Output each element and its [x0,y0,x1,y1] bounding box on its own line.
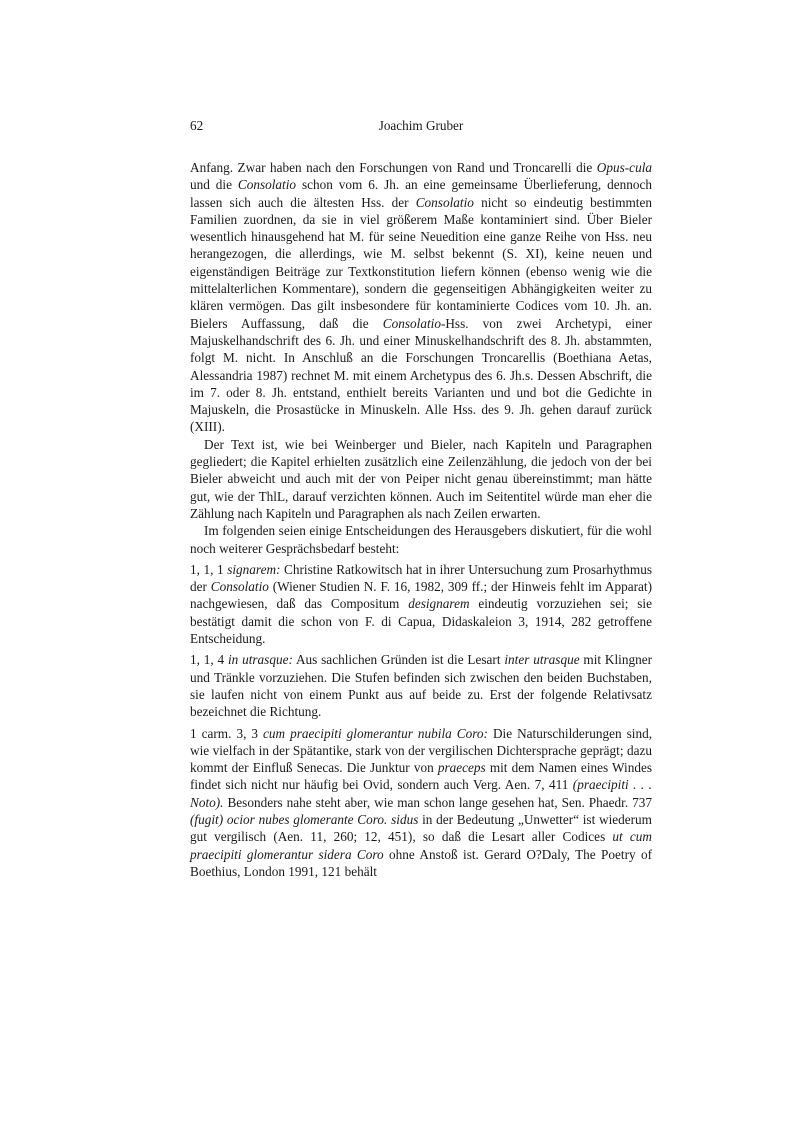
text-run: schon vom 6. Jh. an eine gemeinsame Überlieferung, dennoch lassen sich auch die ältesten Hss. der [190,177,652,210]
paragraph-p5 [190,651,652,720]
italic-text: ut cum praecipiti glomerantur sidera Coro [190,829,652,862]
italic-text: in utrasque: [227,652,293,668]
italic-text: Consolatio [382,315,441,331]
text-run: Aus sachlichen Gründen ist die Lesart [292,652,505,668]
text-run: nicht so eindeutig bestimmten Familien zuordnen, da sie in viel größerem Maße kontaminiert sind. Über Bieler wesentlich hinausgehend hat M. für seine Neuedition eine ganze Reihe von Hss. neu herangezogen, die allerdings, wie M. selbst bekennt (S. XI), keine neuen und eigenständigen Beiträge zur Textkonstitution liefern können (ebenso wenig wie die mittelalterlichen Kommentare), sondern die gegenseitigen Abhängigkeiten weiter zu klären vermögen. Das gilt insbesondere für kontaminierte Codices vom 10. Jh. an. Bielers Auffassung, daß die [190,194,652,331]
text-run: ohne Anstoß ist. Gerard O?Daly, The Poetry of Boethius, London 1991, 121 behält [190,846,652,879]
text-run: -Hss. von zwei Archetypi, einer Majuskelhandschrift des 6. Jh. und einer Minuskelhandschrift des 8. Jh. abstammten, folgt M. nicht. In Anschluß an die Forschungen Troncarellis (Boethiana Aetas, Alessandria 1987) rechnet M. mit einem Archetypus des 6. Jh.s. Dessen Abschrift, die im 7. oder 8. Jh. entstand, enthielt bereits Varianten und und bot die Gedichte in Majuskeln, die Prosastücke in Minuskeln. Alle Hss. des 9. Jh. gehen darauf zurück (XIII). [190,315,652,435]
text-run: mit dem Namen eines Windes findet sich nicht nur häufig bei Ovid, sondern auch Verg. Aen. 7, 411 [190,760,652,793]
running-head-author: Joachim Gruber [378,118,464,133]
italic-text: Consolatio [415,194,474,210]
text-run: in der Bedeutung „Unwetter“ ist wiederum gut vergilisch (Aen. 11, 260; 12, 451), so daß die Lesart aller Codices [190,811,652,845]
text-run: und die [190,177,238,193]
paragraph-p1 [190,159,652,436]
italic-text: inter utrasque [504,652,580,668]
paragraph-p4 [190,561,652,647]
text-run: 1, 1, 4 [190,652,228,668]
paragraph-p2 [190,436,652,522]
text-run: Der Text ist, wie bei Weinberger und Bieler, nach Kapiteln und Paragraphen gegliedert; die Kapitel erhielten zusätzlich eine Zeilenzählung, die jedoch von der bei Bieler abweicht und auch mit der von Peiper nicht genau übereinstimmt; man hätte gut, wie der ThlL, darauf verzichten können. Auch im Seitentitel würde man eher die Zählung nach Kapiteln und Paragraphen als nach Zeilen erwarten. [190,436,652,521]
text-run: mit Klingner und Tränkle vorzuziehen. Die Stufen befinden sich zwischen den beiden Buchstaben, sie laufen nicht von einem Punkt aus auf beide zu. Erst der folgende Relativsatz bezeichnet die Richtung. [190,652,653,720]
text-run: 1, 1, 1 [190,561,228,577]
italic-text: designarem [408,596,470,612]
text-run: Christine Ratkowitsch hat in ihrer Untersuchung zum Prosarhythmus der [190,561,652,595]
text-run: Anfang. Zwar haben nach den Forschungen von Rand und Troncarelli die [190,160,597,175]
text-run: eindeutig vorzuziehen sei; sie bestätigt damit die schon von F. di Capua, Didaskaleion 3, 1914, 282 getroffene Entscheidung. [190,596,652,647]
italic-text: Opus-cula [596,160,652,175]
page [190,118,652,880]
text-run: (Wiener Studien N. F. 16, 1982, 309 ff.; der Hinweis fehlt im Apparat) nachgewiesen, daß das Compositum [190,579,652,612]
italic-text: Consolatio [210,579,269,595]
text-run: Im folgenden seien einige Entscheidungen des Herausgebers diskutiert, für die wohl noch weiterer Gesprächsbedarf besteht: [190,523,652,556]
text-run: Die Naturschilderungen sind, wie vielfach in der Spätantike, stark von der vergilischen Dichtersprache geprägt; dazu kommt der Einfluß Senecas. Die Junktur von [190,725,653,776]
text-run: 1 carm. 3, 3 [190,725,264,741]
paragraph-p6 [190,725,652,881]
italic-text: Consolatio [237,177,297,193]
paragraph-p3 [190,522,652,557]
page-number: 62 [190,118,204,133]
italic-text: signarem: [227,561,281,577]
running-header [190,118,652,138]
text-run: Besonders nahe steht aber, wie man schon lange gesehen hat, Sen. Phaedr. 737 [223,794,652,810]
body-text [190,159,652,880]
italic-text: praeceps [437,760,486,776]
italic-text: (fugit) ocior nubes glomerante Coro. sidus [190,811,419,827]
italic-text: (praecipiti . . . Noto). [190,777,652,810]
italic-text: cum praecipiti glomerantur nubila Coro: [263,725,488,741]
